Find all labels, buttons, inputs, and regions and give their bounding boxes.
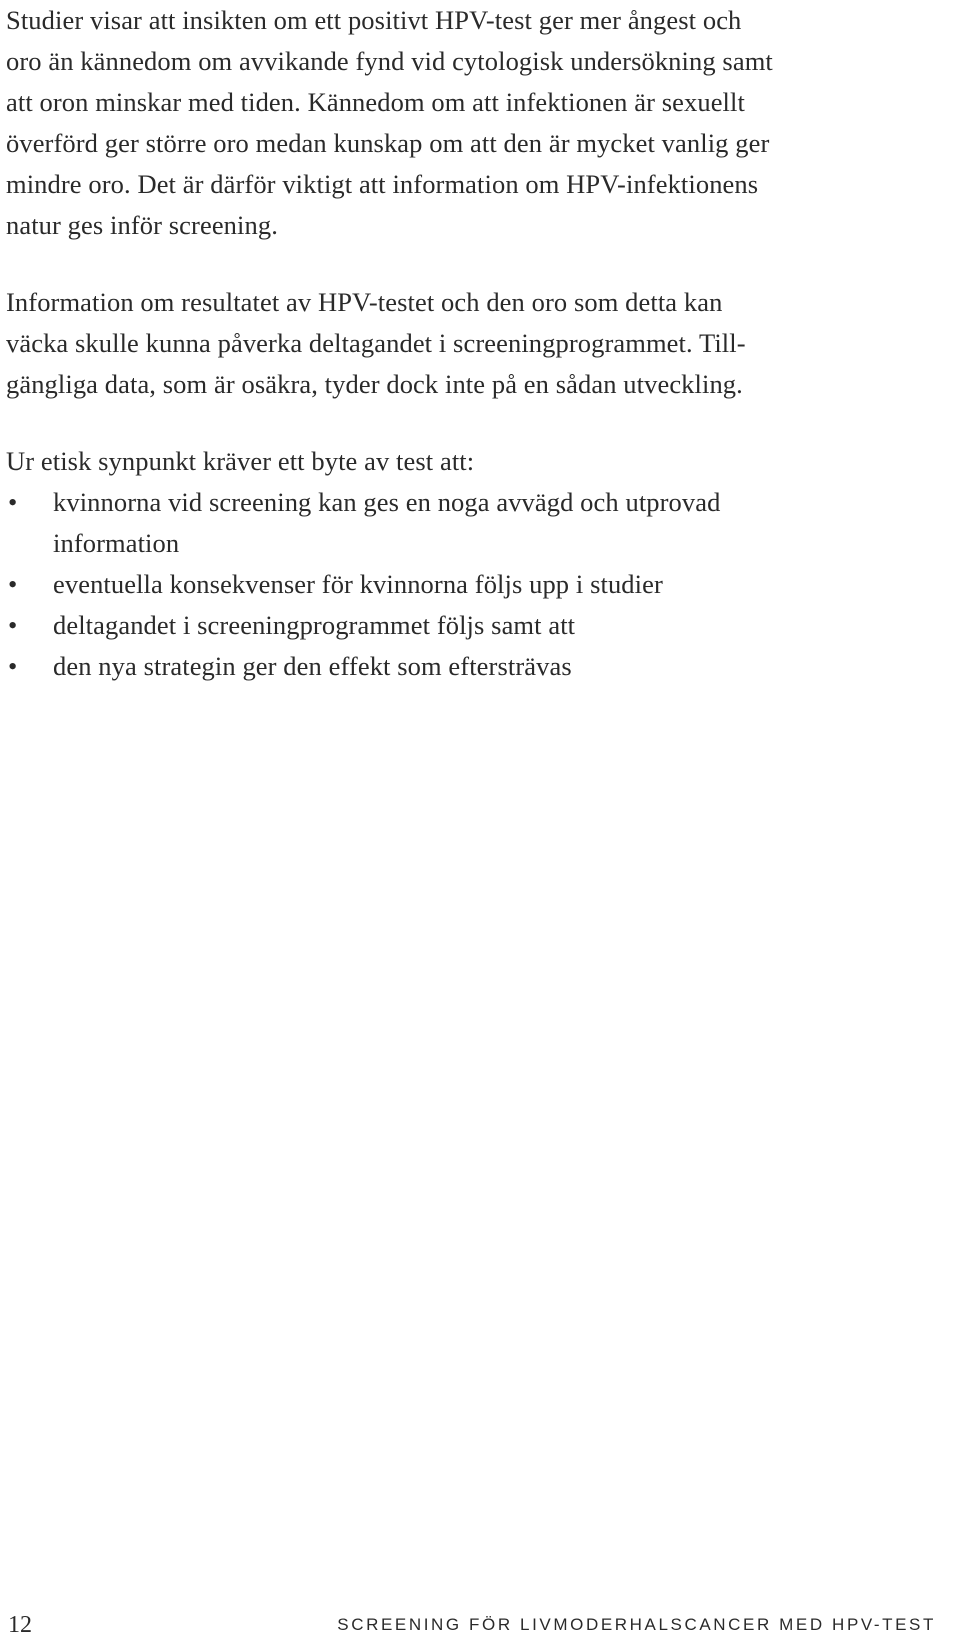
paragraph-participation	[6, 282, 946, 405]
page-number: 12	[8, 1612, 32, 1638]
text-line: överförd ger större oro medan kunskap om att den är mycket vanlig ger	[6, 128, 770, 158]
running-head: SCREENING FÖR LIVMODERHALSCANCER MED HPV-TEST	[337, 1615, 936, 1634]
paragraph-anxiety-studies	[6, 0, 946, 246]
document-page	[6, 0, 946, 687]
text-line: eventuella konsekvenser för kvinnorna följs upp i studier	[53, 569, 663, 599]
text-line: mindre oro. Det är därför viktigt att information om HPV-infektionens	[6, 169, 759, 199]
bullet-icon: •	[8, 569, 18, 599]
text-line: den nya strategin ger den effekt som eftersträvas	[53, 651, 572, 681]
text-line: information	[53, 528, 180, 558]
list-item	[6, 646, 946, 687]
text-line: att oron minskar med tiden. Kännedom om att infektionen är sexuellt	[6, 87, 745, 117]
text-line: oro än kännedom om avvikande fynd vid cytologisk undersökning samt	[6, 46, 773, 76]
list-item	[6, 605, 946, 646]
text-line: Studier visar att insikten om ett positivt HPV-test ger mer ångest och	[6, 5, 742, 35]
text-line: väcka skulle kunna påverka deltagandet i screeningprogrammet. Till-	[6, 328, 746, 358]
text-line: natur ges inför screening.	[6, 210, 278, 240]
bullet-icon: •	[8, 651, 18, 681]
page-footer	[0, 1608, 960, 1642]
text-line: Information om resultatet av HPV-testet och den oro som detta kan	[6, 287, 723, 317]
list-item	[6, 564, 946, 605]
bullet-icon: •	[8, 610, 18, 640]
list-item	[6, 482, 946, 564]
text-line: Ur etisk synpunkt kräver ett byte av test att:	[6, 446, 475, 476]
text-line: gängliga data, som är osäkra, tyder dock inte på en sådan utveckling.	[6, 369, 743, 399]
text-line: deltagandet i screeningprogrammet följs samt att	[53, 610, 576, 640]
text-line: kvinnorna vid screening kan ges en noga avvägd och utprovad	[53, 487, 721, 517]
paragraph-ethical-requirements	[6, 441, 946, 687]
requirements-list	[6, 482, 946, 687]
bullet-icon: •	[8, 487, 18, 517]
